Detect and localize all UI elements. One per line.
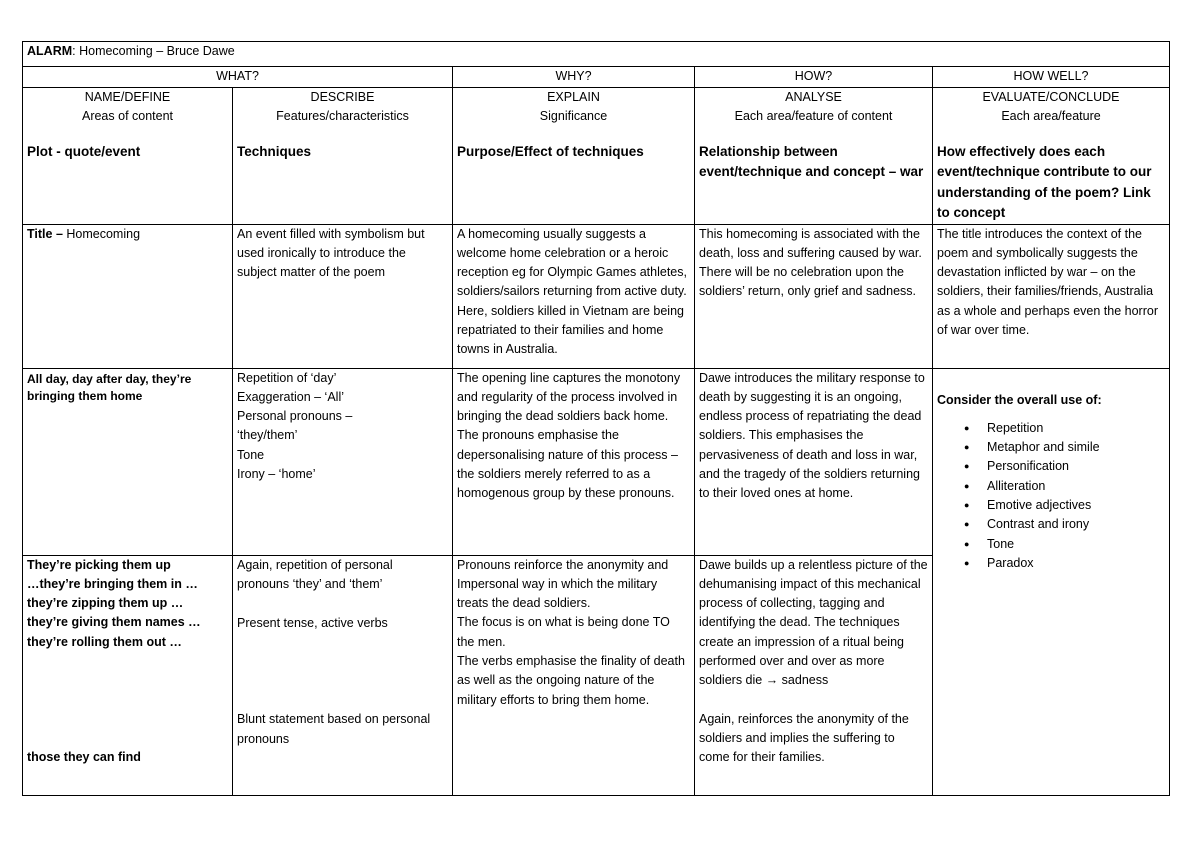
criterion-purpose: Purpose/Effect of techniques — [457, 143, 644, 159]
title-prefix: ALARM — [27, 44, 73, 58]
label-bottom: Each area/feature of content — [734, 109, 893, 124]
list-item: ● Contrast and irony — [987, 515, 1165, 534]
table-row — [23, 224, 1170, 368]
technique-text: Blunt statement based on personal pronouns — [237, 712, 431, 746]
plot-line: they’re giving them names … — [27, 615, 201, 630]
section-how: HOW? — [695, 67, 933, 88]
table-row — [23, 368, 1170, 555]
section-what: WHAT? — [23, 67, 453, 88]
section-how-well: HOW WELL? — [933, 67, 1170, 88]
spacer — [27, 652, 228, 748]
plot-cell — [23, 368, 233, 555]
list-item: ● Repetition — [987, 419, 1165, 438]
column-explain — [453, 88, 695, 225]
techniques-cell — [233, 555, 453, 795]
plot-line: they’re zipping them up … — [27, 596, 184, 611]
criterion-relationship: Relationship between event/technique and concept – war — [699, 143, 924, 180]
label-top: EXPLAIN — [547, 90, 600, 104]
evaluation-cell: The title introduces the context of the poem and symbolically suggests the devastation inflicted by war – on the soldiers, their families/friends, Australia as a whole and perhaps even the horror of war over time. — [933, 224, 1170, 368]
list-item: ● Metaphor and simile — [987, 438, 1165, 457]
purpose-cell: A homecoming usually suggests a welcome home celebration or a heroic reception eg for Olympic Games athletes, soldiers/sailors returning from active duty. Here, soldiers killed in Vietnam are being repatriated to their families and home towns in Australia. — [453, 224, 695, 368]
list-item: ● Emotive adjectives — [987, 496, 1165, 515]
list-item: ● Tone — [987, 535, 1165, 554]
column-evaluate — [933, 88, 1170, 225]
spacer — [699, 691, 928, 710]
relationship-cell: This homecoming is associated with the death, loss and suffering caused by war. There will be no celebration upon the soldiers’ return, only grief and sadness. — [695, 224, 933, 368]
relationship-cell: Dawe introduces the military response to death by suggesting it is an ongoing, endless process of repatriating the dead soldiers. This emphasises the pervasiveness of death and loss in war, and the tragedy of the soldiers returning to their loved ones at home. — [695, 368, 933, 555]
purpose-paragraph: The focus is on what is being done TO the men. — [457, 615, 670, 649]
plot-bold: Title – — [27, 226, 63, 241]
spacer — [237, 633, 448, 710]
label-top: NAME/DEFINE — [84, 90, 171, 104]
overall-heading: Consider the overall use of: — [937, 392, 1102, 407]
column-analyse — [695, 88, 933, 225]
purpose-paragraph: Pronouns reinforce the anonymity and — [457, 557, 669, 572]
plot-rest: Homecoming — [62, 226, 141, 241]
alarm-table — [22, 41, 1170, 796]
label-bottom: Significance — [539, 109, 608, 124]
label-bottom: Features/characteristics — [276, 109, 409, 124]
criterion-plot: Plot - quote/event — [27, 143, 141, 159]
technique-text: Present tense, active verbs — [237, 616, 388, 631]
label-top: ANALYSE — [785, 90, 842, 104]
techniques-cell — [233, 368, 453, 555]
relationship-cell — [695, 555, 933, 795]
technique-line: Tone — [237, 447, 265, 462]
list-item: ● Personification — [987, 457, 1165, 476]
technique-text: Again, repetition of personal pronouns ‘they’ and ‘them’ — [237, 557, 393, 591]
criteria-row — [23, 88, 1170, 225]
label-bottom: Areas of content — [81, 109, 174, 124]
plot-line: …they’re bringing them in … — [27, 576, 198, 591]
document-title — [23, 42, 1170, 67]
purpose-paragraph: Impersonal way in which the military treats the dead soldiers. — [457, 576, 658, 611]
label-top: DESCRIBE — [310, 90, 375, 104]
plot-text: All day, day after day, they’re bringing them home — [27, 371, 192, 403]
technique-line: Personal pronouns – — [237, 409, 353, 424]
label-top: EVALUATE/CONCLUDE — [982, 90, 1120, 104]
technique-line: Irony – ‘home’ — [237, 467, 316, 482]
technique-line: Repetition of ‘day’ — [237, 370, 337, 385]
plot-line: they’re rolling them out … — [27, 634, 182, 649]
column-name-define — [23, 88, 233, 225]
criterion-evaluation: How effectively does each event/technique contribute to our understanding of the poem? Link to concept — [937, 143, 1152, 221]
column-describe — [233, 88, 453, 225]
techniques-cell: An event filled with symbolism but used ironically to introduce the subject matter of the poem — [233, 224, 453, 368]
spacer — [237, 594, 448, 614]
section-header-row — [23, 67, 1170, 88]
technique-line: Exaggeration – ‘All’ — [237, 389, 345, 404]
technique-line: ‘they/them’ — [237, 428, 298, 443]
list-item: ● Alliteration — [987, 477, 1165, 496]
criterion-techniques: Techniques — [237, 143, 312, 159]
plot-line: They’re picking them up — [27, 557, 171, 572]
title-rest: : Homecoming – Bruce Dawe — [72, 44, 235, 58]
purpose-cell — [453, 555, 695, 795]
plot-line-last: those they can find — [27, 750, 141, 765]
plot-cell — [23, 555, 233, 795]
technique-list — [937, 419, 1165, 573]
purpose-cell — [453, 368, 695, 555]
title-row — [23, 42, 1170, 67]
purpose-paragraph: The pronouns emphasise the depersonalising nature of this process – the soldiers merely referred to as a homogenous group by these pronouns. — [457, 428, 678, 501]
relationship-paragraph: Again, reinforces the anonymity of the soldiers and implies the suffering to come for their families. — [699, 711, 909, 765]
overall-use-cell — [933, 368, 1170, 795]
relationship-paragraph: Dawe builds up a relentless picture of the dehumanising impact of this mechanical process of collecting, tagging and identifying the dead. The techniques create an impression of a ritual being performed over and over as more soldiers die → sadness — [699, 557, 928, 688]
label-bottom: Each area/feature — [1001, 109, 1101, 124]
purpose-paragraph: The verbs emphasise the finality of death as well as the ongoing nature of the military efforts to bring them home. — [457, 654, 685, 707]
purpose-paragraph: The opening line captures the monotony and regularity of the process involved in bringing the dead soldiers back home. — [457, 370, 681, 424]
section-why: WHY? — [453, 67, 695, 88]
plot-cell — [23, 224, 233, 368]
list-item: ● Paradox — [987, 554, 1165, 573]
